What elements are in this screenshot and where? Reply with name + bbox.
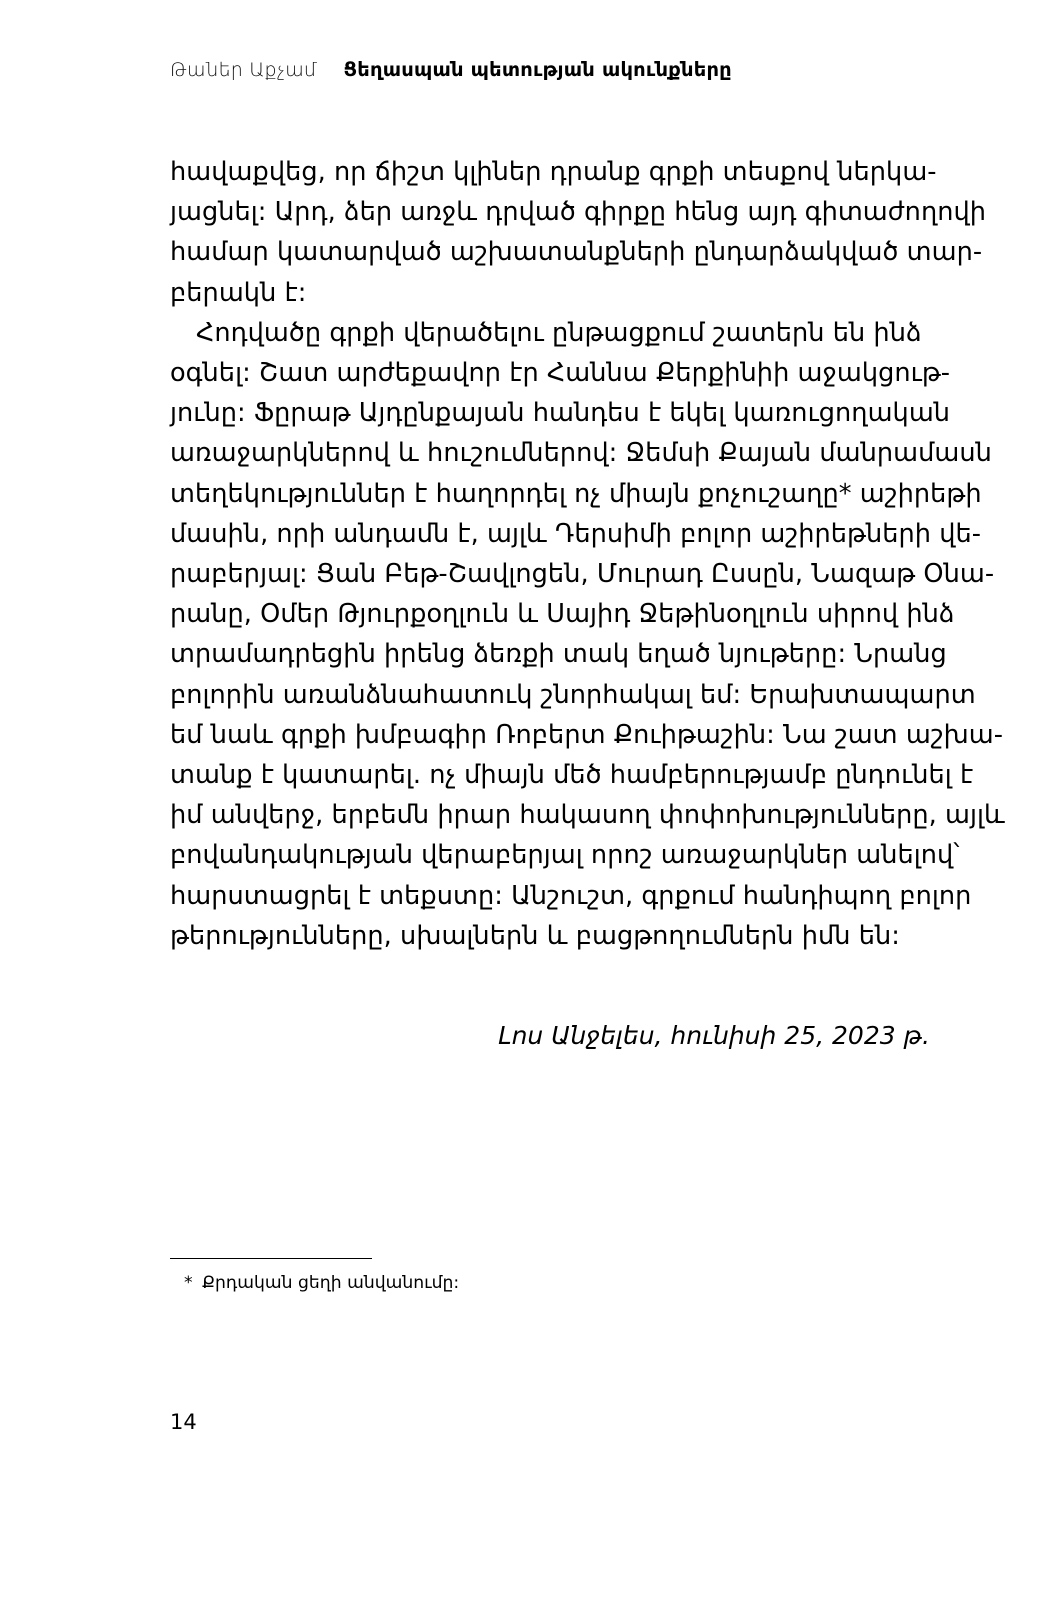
text-line: օգնել: Շատ արժեքավոր էր Հաննա Քերքինիի աջակցութ- [170,358,951,389]
running-head [170,57,930,83]
running-head-author: Թաներ Աքչամ [170,59,318,81]
text-line-with-footnote-ref [170,474,982,514]
text-line: թերությունները, սխալներն և բացթողումներն իմն են: [170,920,900,951]
text-line: իմ անվերջ, երբեմն իրար հակասող փոփոխությունները, այլև [170,800,1005,831]
text-line: տանք է կատարել. ոչ միայն մեծ համբերությամբ ընդունել է [170,760,974,791]
paragraph-2 [170,313,1005,956]
text-line: յացնել: Արդ, ձեր առջև դրված գիրքը հենց այդ գիտաժողովի [170,197,987,228]
text-line: եմ նաև գրքի խմբագիր Ռոբերտ Քուիթաշին: Նա շատ աշխա- [170,719,1004,750]
text-line: բերակն է: [170,277,307,308]
footnote-marker: * [184,1273,193,1293]
text-line: հավաքվեց, որ ճիշտ կլիներ դրանք գրքի տեսքով ներկա- [170,157,937,187]
dateline: Լոս Անջելես, հունիսի 25, 2023 թ. [498,1021,930,1050]
text-line: բովանդակության վերաբերյալ որոշ առաջարկներ անելով՝ [170,840,960,871]
paragraph-1 [170,152,987,313]
footnote-text: Քրդական ցեղի անվանումը: [202,1273,460,1293]
text-line: տրամադրեցին իրենց ձեռքի տակ եղած նյութերը: Նրանց [170,639,947,670]
text-line: րանը, Օմեր Թյուրքօղլուն և Սայիդ Ջեթինօղլուն սիրով ինձ [170,599,955,630]
footnote-separator-rule [170,1258,372,1259]
text-line: առաջարկներով և հուշումներով: Ջեմսի Քայան մանրամասն [170,438,992,469]
text-line: բոլորին առանձնահատուկ շնորհակալ եմ: Երախտապարտ [170,679,976,710]
text-line: Հոդվածը գրքի վերածելու ընթացքում շատերն են ինձ [196,317,922,348]
text-line: համար կատարված աշխատանքների ընդարձակված տար- [170,237,983,268]
text-line: յունը: Ֆըրաթ Այդընքայան հանդես է եկել կառուցողական [170,398,951,429]
text-line: մասին, որի անդամն է, այլև Դերսիմի բոլոր աշիրեթների վե- [170,518,982,549]
footnote-item [170,1271,930,1295]
page-number: 14 [170,1410,197,1434]
footnote-area [170,1258,930,1295]
body-text-block [170,152,1005,956]
text-line: րաբերյալ: Ցան Բեթ-Շավլոցեն, Մուրադ Ըսսըն, Նազաթ Օնա- [170,559,995,590]
text-line-part: տեղեկություններ է հաղորդել ոչ միայն քոչուշաղը* աշիրեթի [170,478,982,509]
text-line: հարստացրել է տեքստը: Անշուշտ, գրքում հանդիպող բոլոր [170,880,972,911]
running-head-book-title: Ցեղասպան պետության ակունքները [343,58,732,81]
